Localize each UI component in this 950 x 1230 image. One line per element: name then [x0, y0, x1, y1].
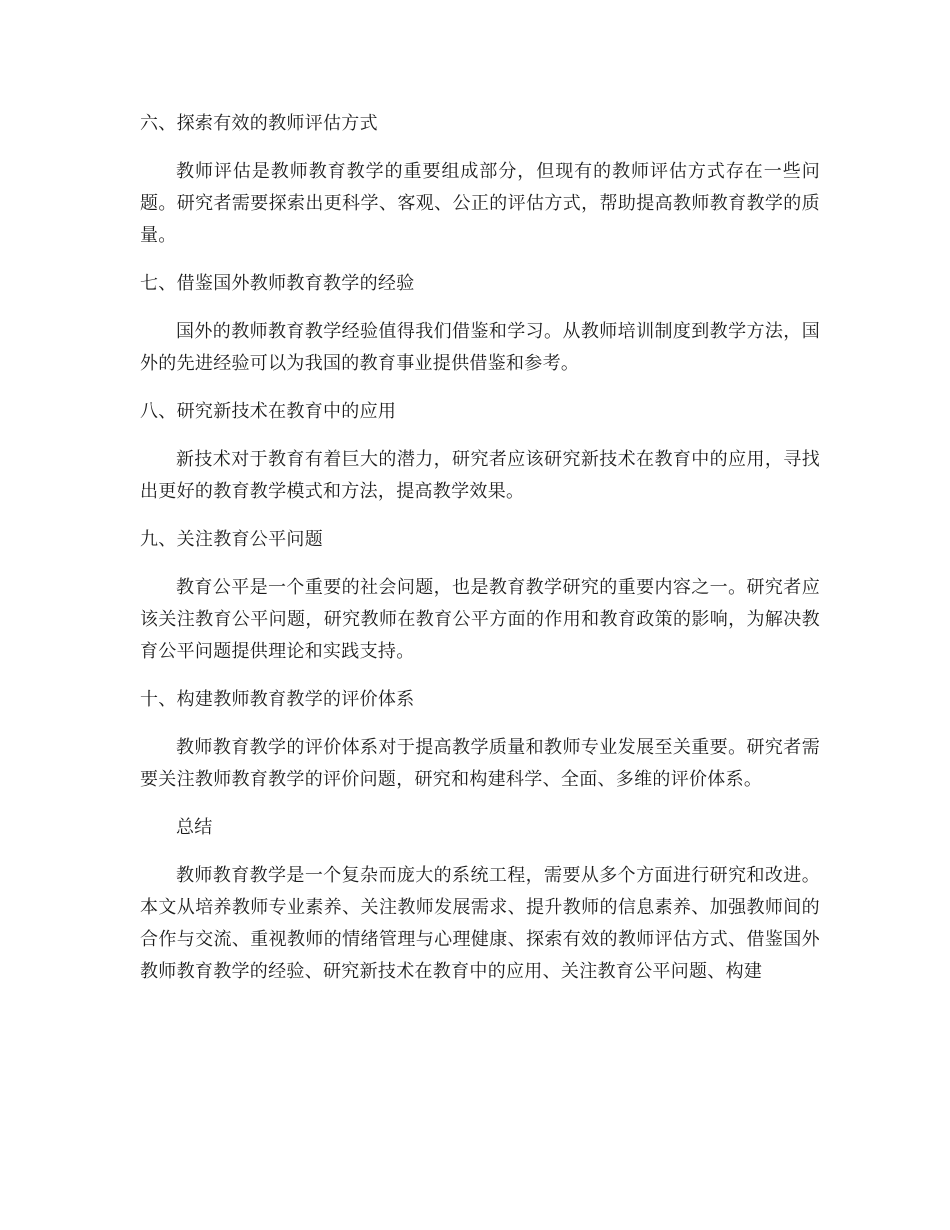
section-10: [140, 684, 820, 796]
summary-paragraph: 教师教育教学是一个复杂而庞大的系统工程，需要从多个方面进行研究和改进。本文从培养教师专业素养、关注教师发展需求、提升教师的信息素养、加强教师间的合作与交流、重视教师的情绪管理与心理健康、探索有效的教师评估方式、借鉴国外教师教育教学的经验、研究新技术在教育中的应用、关注教育公平问题、构建: [140, 865, 820, 982]
summary-title: 总结: [176, 817, 213, 838]
document-page: [140, 108, 820, 1004]
section-heading: 七、借鉴国外教师教育教学的经验: [140, 273, 415, 294]
section-paragraph: 教师评估是教师教育教学的重要组成部分，但现有的教师评估方式存在一些问题。研究者需要探索出更科学、客观、公正的评估方式，帮助提高教师教育教学的质量。: [140, 161, 820, 246]
section-paragraph: 教师教育教学的评价体系对于提高教学质量和教师专业发展至关重要。研究者需要关注教师教育教学的评价问题，研究和构建科学、全面、多维的评价体系。: [140, 737, 820, 790]
section-paragraph: 教育公平是一个重要的社会问题，也是教育教学研究的重要内容之一。研究者应该关注教育公平问题，研究教师在教育公平方面的作用和教育政策的影响，为解决教育公平问题提供理论和实践支持。: [140, 577, 820, 662]
section-9: [140, 524, 820, 668]
section-heading: 六、探索有效的教师评估方式: [140, 113, 378, 134]
section-heading: 八、研究新技术在教育中的应用: [140, 401, 397, 422]
section-heading: 十、构建教师教育教学的评价体系: [140, 689, 415, 710]
section-heading: 九、关注教育公平问题: [140, 529, 323, 550]
section-paragraph: 新技术对于教育有着巨大的潜力，研究者应该研究新技术在教育中的应用，寻找出更好的教育教学模式和方法，提高教学效果。: [140, 449, 820, 502]
section-6: [140, 108, 820, 252]
summary-section: [140, 812, 820, 988]
section-8: [140, 396, 820, 508]
section-7: [140, 268, 820, 380]
section-paragraph: 国外的教师教育教学经验值得我们借鉴和学习。从教师培训制度到教学方法，国外的先进经验可以为我国的教育事业提供借鉴和参考。: [140, 321, 820, 374]
